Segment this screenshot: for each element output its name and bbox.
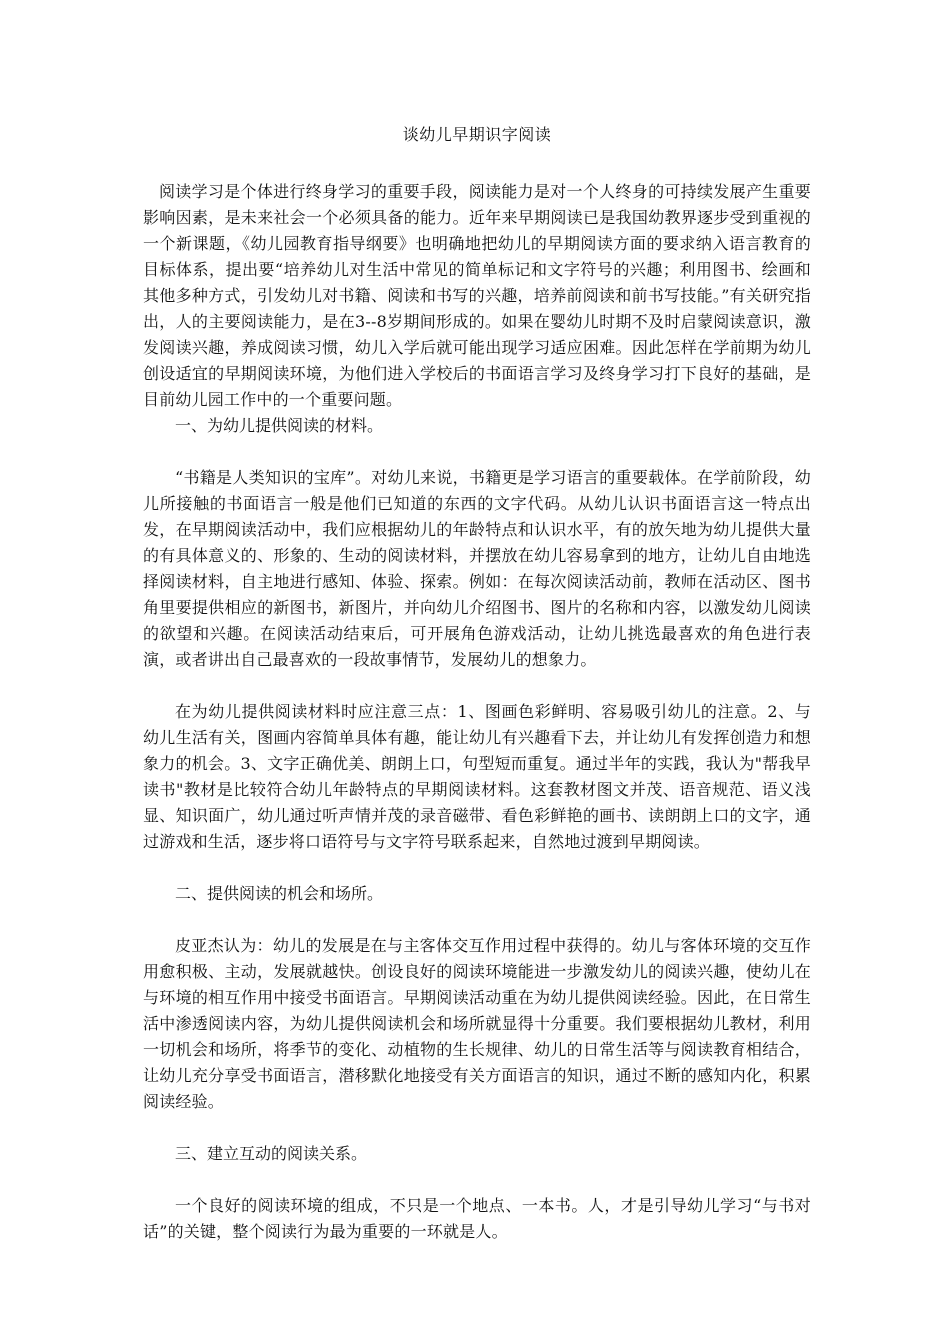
spacer — [143, 1167, 811, 1193]
paragraph-3: 皮亚杰认为：幼儿的发展是在与主客体交互作用过程中获得的。幼儿与客体环境的交互作用愈积极、主动，发展就越快。创设良好的阅读环境能进一步激发幼儿的阅读兴趣，使幼儿在与环境的相互作用中接受书面语言。早期阅读活动重在为幼儿提供阅读经验。因此，在日常生活中渗透阅读内容，为幼儿提供阅读机会和场所就显得十分重要。我们要根据幼儿教材，利用一切机会和场所，将季节的变化、动植物的生长规律、幼儿的日常生活等与阅读教育相结合，让幼儿充分享受书面语言，潜移默化地接受有关方面语言的知识，通过不断的感知内化，积累阅读经验。 — [143, 936, 811, 1111]
section-heading-2: 二、提供阅读的机会和场所。 — [175, 884, 384, 903]
spacer — [143, 673, 811, 699]
section-heading-3: 三、建立互动的阅读关系。 — [175, 1144, 368, 1163]
spacer — [143, 439, 811, 465]
spacer — [143, 907, 811, 933]
spacer — [143, 855, 811, 881]
section-heading-1: 一、为幼儿提供阅读的材料。 — [175, 416, 384, 435]
paragraph-2: 在为幼儿提供阅读材料时应注意三点：1、图画色彩鲜明、容易吸引幼儿的注意。2、与幼儿生活有关，图画内容简单具体有趣，能让幼儿有兴趣看下去，并让幼儿有发挥创造力和想象力的机会。3、文字正确优美、朗朗上口，句型短而重复。通过半年的实践，我认为"帮我早读书"教材是比较符合幼儿年龄特点的早期阅读材料。这套教材图文并茂、语音规范、语义浅显、知识面广，幼儿通过听声情并茂的录音磁带、看色彩鲜艳的画书、读朗朗上口的文字，通过游戏和生活，逐步将口语符号与文字符号联系起来，自然地过渡到早期阅读。 — [143, 702, 811, 851]
paragraph-1: “书籍是人类知识的宝库”。对幼儿来说，书籍更是学习语言的重要载体。在学前阶段，幼儿所接触的书面语言一般是他们已知道的东西的文字代码。从幼儿认识书面语言这一特点出发，在早期阅读活动中，我们应根据幼儿的年龄特点和认识水平，有的放矢地为幼儿提供大量的有具体意义的、形象的、生动的阅读材料，并摆放在幼儿容易拿到的地方，让幼儿自由地选择阅读材料，自主地进行感知、体验、探索。例如：在每次阅读活动前，教师在活动区、图书角里要提供相应的新图书，新图片，并向幼儿介绍图书、图片的名称和内容，以激发幼儿阅读的欲望和兴趣。在阅读活动结束后，可开展角色游戏活动，让幼儿挑选最喜欢的角色进行表演，或者讲出自己最喜欢的一段故事情节，发展幼儿的想象力。 — [143, 468, 811, 669]
document-page — [143, 122, 811, 1245]
document-title: 谈幼儿早期识字阅读 — [402, 125, 552, 144]
spacer — [143, 1115, 811, 1141]
paragraph-4: 一个良好的阅读环境的组成，不只是一个地点、一本书。人，才是引导幼儿学习“与书对话”的关键，整个阅读行为最为重要的一环就是人。 — [143, 1196, 811, 1241]
intro-paragraph: 阅读学习是个体进行终身学习的重要手段，阅读能力是对一个人终身的可持续发展产生重要影响因素，是未来社会一个必须具备的能力。近年来早期阅读已是我国幼教界逐步受到重视的一个新课题，《幼儿园教育指导纲要》也明确地把幼儿的早期阅读方面的要求纳入语言教育的目标体系，提出要“培养幼儿对生活中常见的简单标记和文字符号的兴趣；利用图书、绘画和其他多种方式，引发幼儿对书籍、阅读和书写的兴趣，培养前阅读和前书写技能。”有关研究指出，人的主要阅读能力，是在3--8岁期间形成的。如果在婴幼儿时期不及时启蒙阅读意识，激发阅读兴趣，养成阅读习惯，幼儿入学后就可能出现学习适应困难。因此怎样在学前期为幼儿创设适宜的早期阅读环境，为他们进入学校后的书面语言学习及终身学习打下良好的基础，是目前幼儿园工作中的一个重要问题。 — [143, 182, 811, 409]
